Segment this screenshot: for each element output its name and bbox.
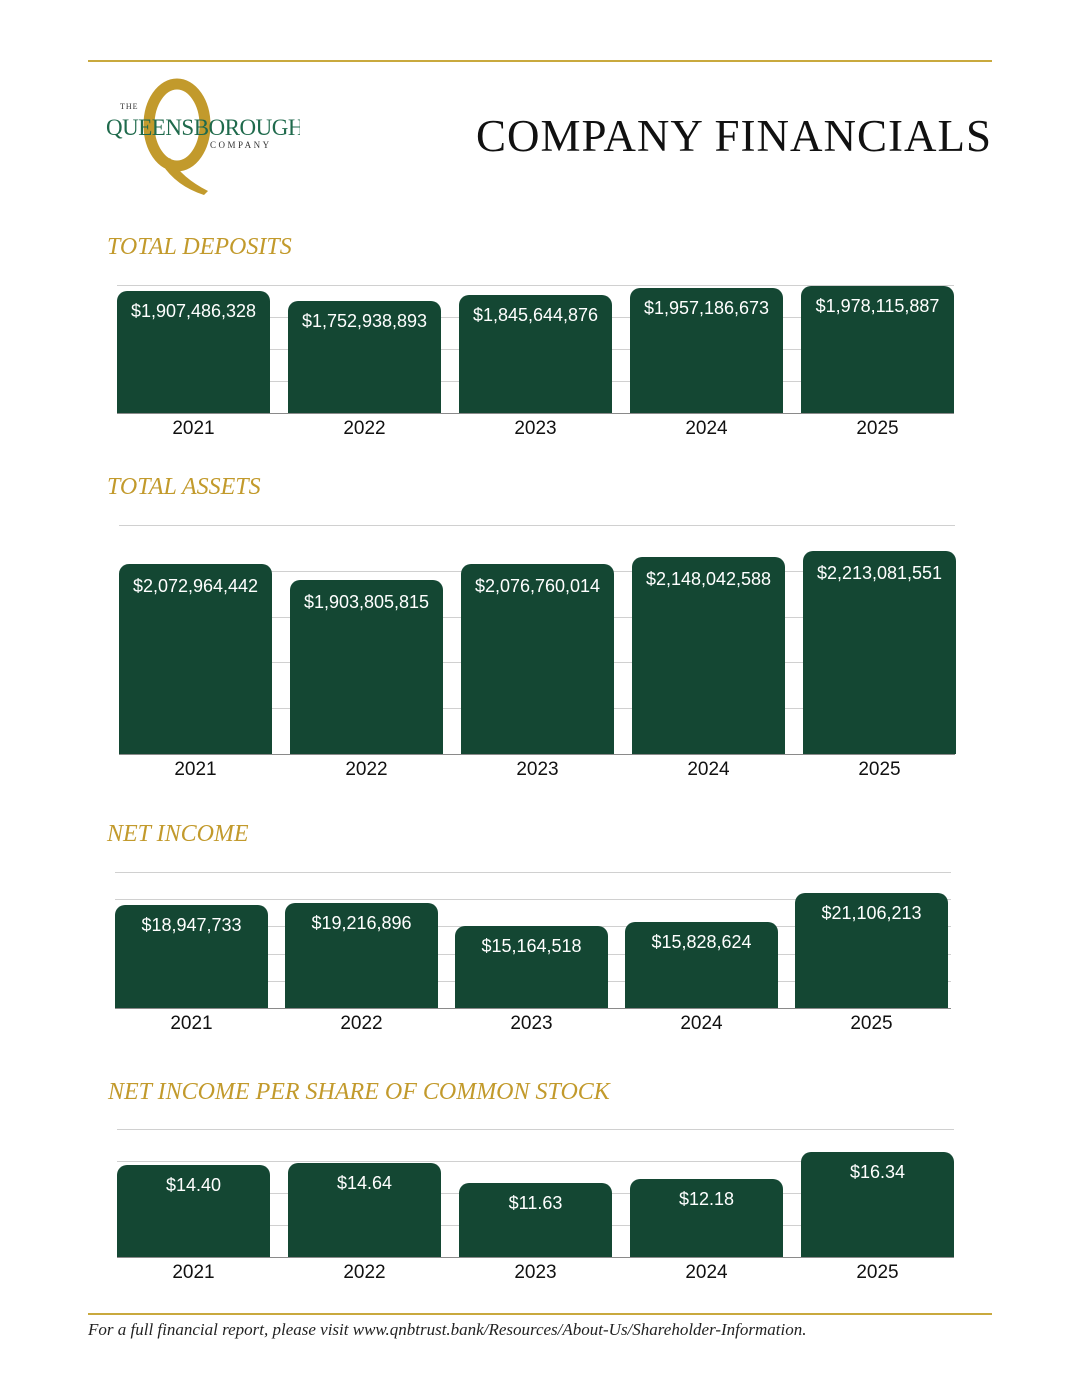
x-axis-baseline: [119, 754, 955, 755]
bar-value-label: $12.18: [678, 1189, 735, 1209]
bar-value-label: $18,947,733: [141, 915, 242, 935]
gridline: [117, 1129, 954, 1130]
x-axis-label: 2021: [170, 1013, 213, 1034]
bar-value-label: $1,903,805,815: [303, 592, 430, 612]
x-axis-label: 2023: [514, 418, 557, 439]
bar-value-label: $1,752,938,893: [301, 311, 428, 331]
page-title: COMPANY FINANCIALS: [475, 111, 992, 161]
bar-2025: [801, 1152, 954, 1257]
bar-value-label: $1,845,644,876: [472, 305, 599, 325]
x-axis-baseline: [117, 413, 954, 414]
x-axis-label: 2023: [514, 1262, 557, 1283]
bar-2021: [117, 291, 270, 413]
bar-value-label: $15,164,518: [481, 936, 582, 956]
bar-value-label: $2,072,964,442: [132, 576, 259, 596]
bar-value-label: $2,148,042,588: [645, 569, 772, 589]
bar-2021: [117, 1165, 270, 1257]
x-axis-label: 2021: [172, 1262, 215, 1283]
x-axis-label: 2024: [687, 759, 730, 780]
x-axis-label: 2025: [856, 1262, 899, 1283]
bar-value-label: $21,106,213: [821, 903, 922, 923]
bar-2022: [288, 301, 441, 413]
company-logo: [100, 78, 300, 196]
x-axis-baseline: [115, 1008, 951, 1009]
x-axis-label: 2025: [856, 418, 899, 439]
x-axis-label: 2022: [343, 1262, 386, 1283]
chart-total-assets: [119, 525, 955, 780]
gridline: [119, 525, 955, 526]
x-axis-label: 2022: [345, 759, 388, 780]
bar-value-label: $11.63: [508, 1193, 563, 1213]
bar-value-label: $2,076,760,014: [474, 576, 601, 596]
x-axis-label: 2024: [680, 1013, 723, 1034]
x-axis-label: 2024: [685, 1262, 728, 1283]
section-title-total-assets: TOTAL ASSETS: [107, 474, 261, 500]
bar-2023: [459, 1183, 612, 1257]
bar-2025: [803, 551, 956, 754]
section-title-net-income: NET INCOME: [107, 821, 249, 847]
bottom-divider: [88, 1313, 992, 1315]
top-divider: [88, 60, 992, 62]
bar-2024: [630, 288, 783, 413]
svg-text:QUEENSBOROUGH: QUEENSBOROUGH: [106, 115, 300, 140]
bar-2024: [632, 557, 785, 754]
bar-value-label: $2,213,081,551: [816, 563, 943, 583]
bar-2025: [795, 893, 948, 1008]
bar-2023: [459, 295, 612, 413]
section-title-net-income-per-share: NET INCOME PER SHARE OF COMMON STOCK: [108, 1079, 610, 1105]
x-axis-label: 2022: [340, 1013, 383, 1034]
bar-2023: [461, 564, 614, 754]
bar-2022: [288, 1163, 441, 1257]
x-axis-label: 2021: [172, 418, 215, 439]
bar-value-label: $1,978,115,887: [815, 296, 940, 316]
chart-total-deposits: [117, 285, 954, 439]
bar-2022: [285, 903, 438, 1008]
bar-value-label: $15,828,624: [651, 932, 752, 952]
bar-2021: [115, 905, 268, 1008]
chart-net-income: [115, 872, 951, 1034]
x-axis-label: 2024: [685, 418, 728, 439]
queensborough-q-icon: [100, 78, 300, 196]
x-axis-baseline: [117, 1257, 954, 1258]
x-axis-label: 2022: [343, 418, 386, 439]
bar-2022: [290, 580, 443, 754]
footer-report-link-note[interactable]: For a full financial report, please visit www.qnbtrust.bank/Resources/About-Us/Shareholder-Information.: [88, 1320, 807, 1339]
x-axis-label: 2021: [174, 759, 217, 780]
svg-text:THE: THE: [120, 102, 139, 111]
bar-2023: [455, 926, 608, 1008]
x-axis-label: 2025: [858, 759, 901, 780]
bar-2025: [801, 286, 954, 413]
x-axis-label: 2023: [516, 759, 559, 780]
bar-value-label: $1,907,486,328: [130, 301, 257, 321]
x-axis-label: 2023: [510, 1013, 553, 1034]
bar-2024: [625, 922, 778, 1008]
chart-net-income-per-share: [117, 1129, 954, 1283]
bar-2021: [119, 564, 272, 754]
bar-value-label: $1,957,186,673: [643, 298, 770, 318]
x-axis-label: 2025: [850, 1013, 893, 1034]
bar-value-label: $16.34: [849, 1162, 906, 1182]
bar-2024: [630, 1179, 783, 1257]
gridline: [115, 872, 951, 873]
bar-value-label: $14.64: [336, 1173, 393, 1193]
bar-value-label: $14.40: [165, 1175, 222, 1195]
svg-text:COMPANY: COMPANY: [210, 140, 272, 150]
section-title-total-deposits: TOTAL DEPOSITS: [107, 234, 292, 260]
bar-value-label: $19,216,896: [311, 913, 412, 933]
